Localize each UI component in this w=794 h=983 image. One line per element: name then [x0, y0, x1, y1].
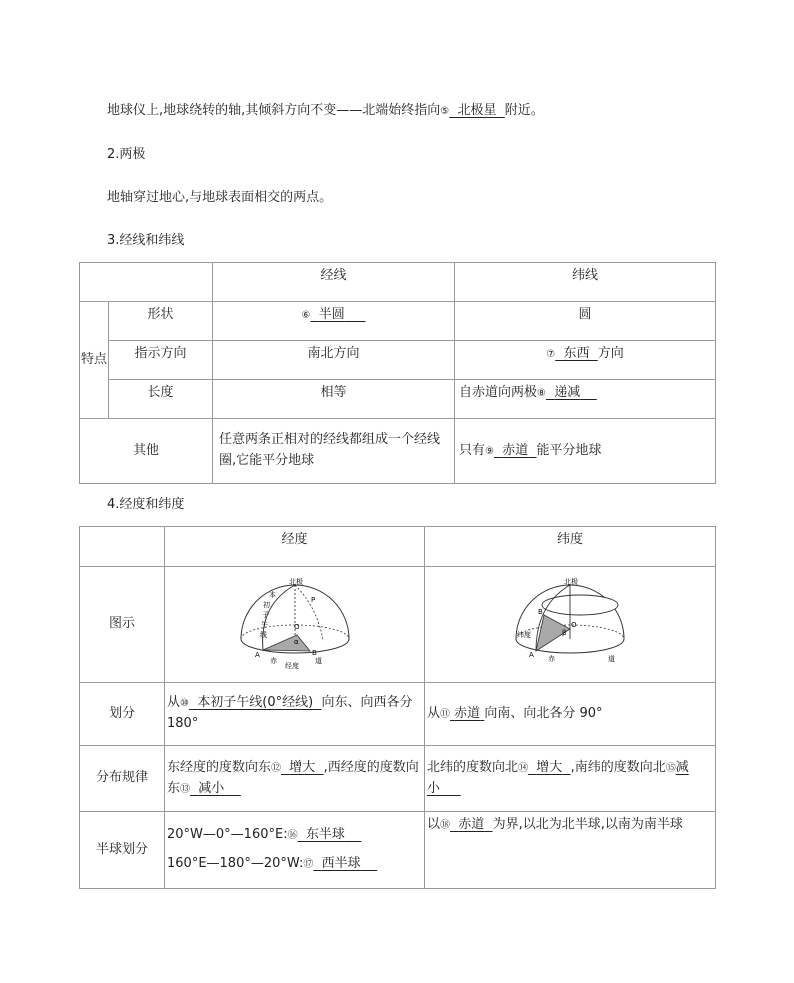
meridian-direction: 南北方向 — [213, 341, 455, 380]
intro-line: 地球仪上,地球绕转的轴,其倾斜方向不变——北端始终指向⑤ 北极星 附近。 — [107, 103, 544, 118]
parallel-length: 自赤道向两极⑧ 递减 — [455, 380, 716, 419]
point-b-label: B — [538, 607, 543, 616]
row-label-direction: 指示方向 — [109, 341, 213, 380]
intro-text: 地球仪上,地球绕转的轴,其倾斜方向不变——北端始终指向 — [107, 103, 441, 118]
meridian-char-3: 子 — [261, 610, 269, 619]
longitude-diagram-cell — [165, 567, 425, 683]
meridian-char-1: 本 — [268, 590, 276, 599]
header-parallel: 纬线 — [455, 263, 716, 302]
latitude-division: 从⑪ 赤道 向南、向北各分 90° — [425, 683, 716, 746]
blank-number: ⑤ — [440, 106, 450, 117]
parallel-direction: ⑦ 东西 方向 — [455, 341, 716, 380]
north-pole-label: 北极 — [288, 577, 303, 586]
longitude-latitude-table — [79, 526, 716, 889]
latitude-label: 纬度 — [517, 630, 531, 639]
equator-char-dao: 道 — [608, 654, 615, 663]
meridian-char-5: 线 — [259, 630, 267, 639]
row-label-distribution: 分布规律 — [80, 746, 165, 812]
north-pole-label: 北极 — [564, 577, 578, 586]
equator-char-chi: 赤 — [269, 656, 277, 665]
row-label-shape: 形状 — [109, 302, 213, 341]
answer-blank: 北极星 — [457, 103, 497, 118]
center-o-label: O — [293, 622, 300, 631]
point-b-label: B — [311, 648, 317, 657]
parallel-other: 只有⑨ 赤道 能平分地球 — [455, 419, 716, 484]
features-group-label: 特点 — [80, 302, 109, 419]
latitude-distribution: 北纬的度数向北⑭ 增大 ,南纬的度数向北⑮减小 — [425, 746, 716, 812]
meridian-other: 任意两条正相对的经线都组成一个经线圈,它能平分地球 — [213, 419, 455, 484]
latitude-hemisphere-diagram — [508, 577, 632, 673]
parallel-shape: 圆 — [455, 302, 716, 341]
center-o-label: O — [571, 620, 577, 629]
row-label-hemisphere: 半球划分 — [80, 812, 165, 889]
meridian-length: 相等 — [213, 380, 455, 419]
row-label-length: 长度 — [109, 380, 213, 419]
latitude-hemisphere: 以⑱ 赤道 为界,以北为北半球,以南为南半球 — [425, 812, 716, 889]
row-label-division: 划分 — [80, 683, 165, 746]
row-label-other: 其他 — [80, 419, 213, 484]
section-heading-3: 3.经线和纬线 — [107, 233, 185, 248]
east-hemisphere-line: 20°W—0°—160°E:⑯ 东半球 — [167, 827, 345, 843]
row-label-diagram: 图示 — [80, 567, 165, 683]
meridian-char-2: 初 — [262, 600, 270, 609]
header-latitude: 纬度 — [425, 527, 716, 567]
meridian-shape: ⑥ 半圆 — [213, 302, 455, 341]
alpha-label: α — [293, 637, 299, 646]
longitude-distribution: 东经度的度数向东⑫ 增大 ,西经度的度数向东⑬ 减小 — [165, 746, 425, 812]
longitude-division: 从⑩ 本初子午线(0°经线) 向东、向西各分 180° — [165, 683, 425, 746]
header-longitude: 经度 — [165, 527, 425, 567]
longitude-hemisphere-diagram — [235, 577, 355, 673]
beta-label: β — [562, 628, 567, 637]
latitude-diagram-cell — [425, 567, 716, 683]
west-hemisphere-line: 160°E—180°—20°W:⑰ 西半球 — [167, 856, 361, 871]
point-p-label: P — [310, 595, 315, 604]
meridian-parallel-table — [79, 262, 716, 484]
longitude-label: 经度 — [284, 661, 299, 670]
point-a-label: A — [529, 650, 534, 659]
section-heading-4: 4.经度和纬度 — [107, 497, 185, 512]
section-text-2: 地轴穿过地心,与地球表面相交的两点。 — [107, 190, 333, 205]
longitude-hemisphere — [165, 812, 425, 889]
meridian-char-4: 午 — [260, 620, 268, 629]
equator-char-chi: 赤 — [548, 654, 555, 663]
point-a-label: A — [254, 650, 260, 659]
header-empty-cell — [80, 527, 165, 567]
header-meridian: 经线 — [213, 263, 455, 302]
equator-char-dao: 道 — [314, 656, 322, 665]
header-empty-cell — [80, 263, 213, 302]
section-heading-2: 2.两极 — [107, 147, 146, 162]
